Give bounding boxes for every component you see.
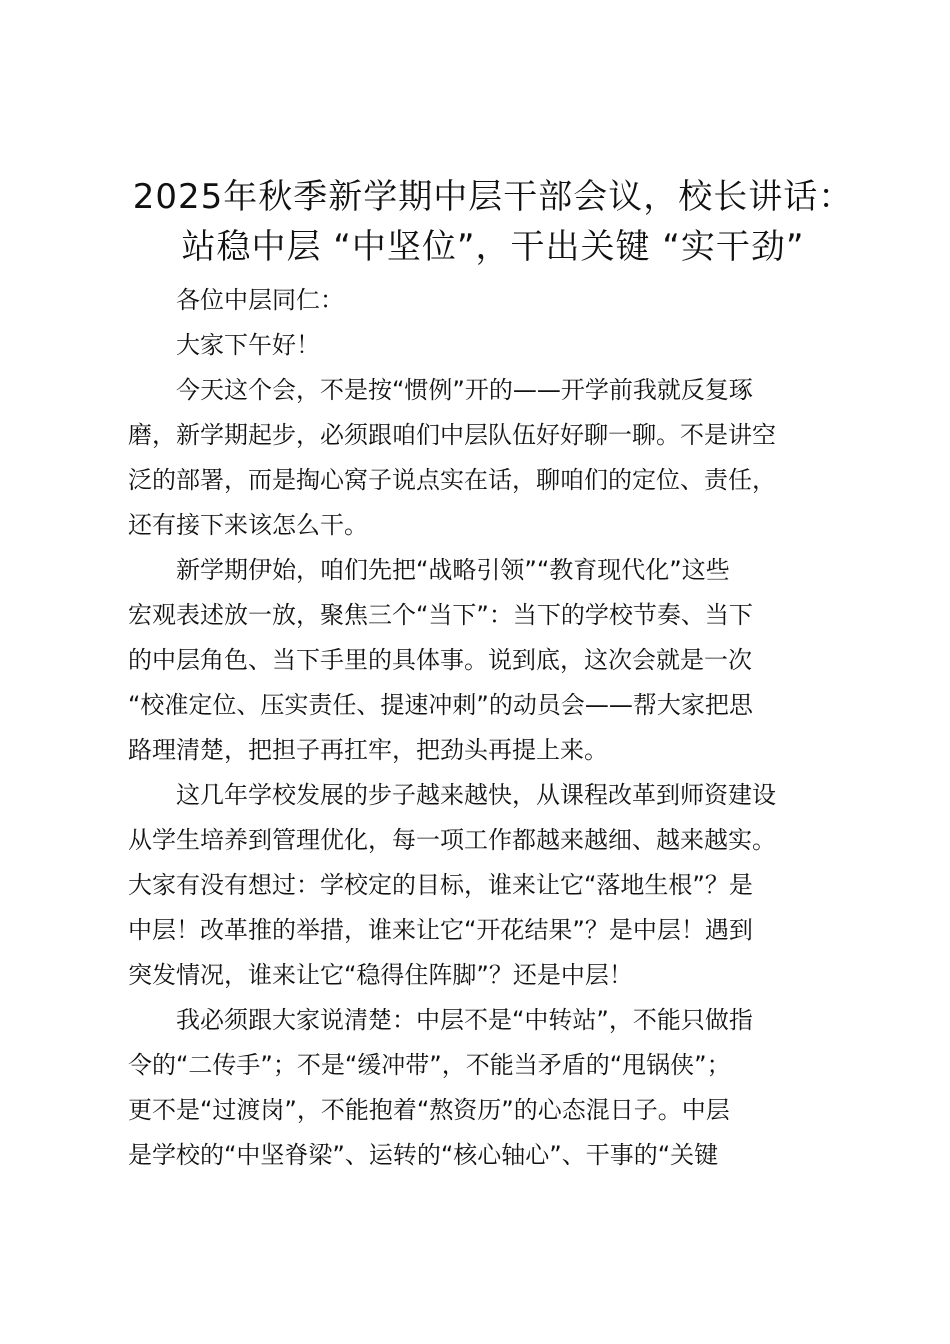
paragraph-1-line-4: 还有接下来该怎么干。: [128, 511, 368, 539]
paragraph-3-line-4: 中层！改革推的举措，谁来让它“开花结果”？是中层！遇到: [128, 916, 753, 944]
document-title: [128, 172, 858, 272]
paragraph-1-line-2: 磨，新学期起步，必须跟咱们中层队伍好好聊一聊。不是讲空: [128, 421, 776, 449]
title-line-2: 站稳中层 “中坚位”，干出关键 “实干劲”: [181, 227, 805, 267]
paragraph-3-line-1: 这几年学校发展的步子越来越快，从课程改革到师资建设: [176, 781, 776, 809]
paragraph-2-line-3: 的中层角色、当下手里的具体事。说到底，这次会就是一次: [128, 646, 752, 674]
paragraph-1-line-3: 泛的部署，而是掏心窝子说点实在话，聊咱们的定位、责任，: [128, 466, 776, 494]
paragraph-2-line-2: 宏观表述放一放，聚焦三个“当下”：当下的学校节奏、当下: [128, 601, 753, 629]
paragraph-1-line-1: 今天这个会，不是按“惯例”开的——开学前我就反复琢: [176, 376, 753, 404]
paragraph-3-line-5: 突发情况，谁来让它“稳得住阵脚”？还是中层！: [128, 961, 633, 989]
document-body: [128, 278, 832, 1178]
paragraph-4-line-4: 是学校的“中坚脊梁”、运转的“核心轴心”、干事的“关键: [128, 1141, 719, 1169]
salutation: 各位中层同仁：: [176, 286, 344, 314]
paragraph-2-line-4: “校准定位、压实责任、提速冲刺”的动员会——帮大家把思: [128, 691, 753, 719]
paragraph-4-line-1: 我必须跟大家说清楚：中层不是“中转站”，不能只做指: [176, 1006, 753, 1034]
paragraph-2-line-1: 新学期伊始，咱们先把“战略引领”“教育现代化”这些: [176, 556, 730, 584]
paragraph-2-line-5: 路理清楚，把担子再扛牢，把劲头再提上来。: [128, 736, 608, 764]
paragraph-3-line-3: 大家有没有想过：学校定的目标，谁来让它“落地生根”？是: [128, 871, 753, 899]
paragraph-4-line-3: 更不是“过渡岗”，不能抱着“熬资历”的心态混日子。中层: [128, 1096, 730, 1124]
title-line-1: 2025年秋季新学期中层干部会议，校长讲话：: [132, 177, 854, 217]
paragraph-3-line-2: 从学生培养到管理优化，每一项工作都越来越细、越来越实。: [128, 826, 776, 854]
paragraph-4-line-2: 令的“二传手”；不是“缓冲带”，不能当矛盾的“甩锅侠”；: [128, 1051, 731, 1079]
greeting: 大家下午好！: [176, 331, 320, 359]
